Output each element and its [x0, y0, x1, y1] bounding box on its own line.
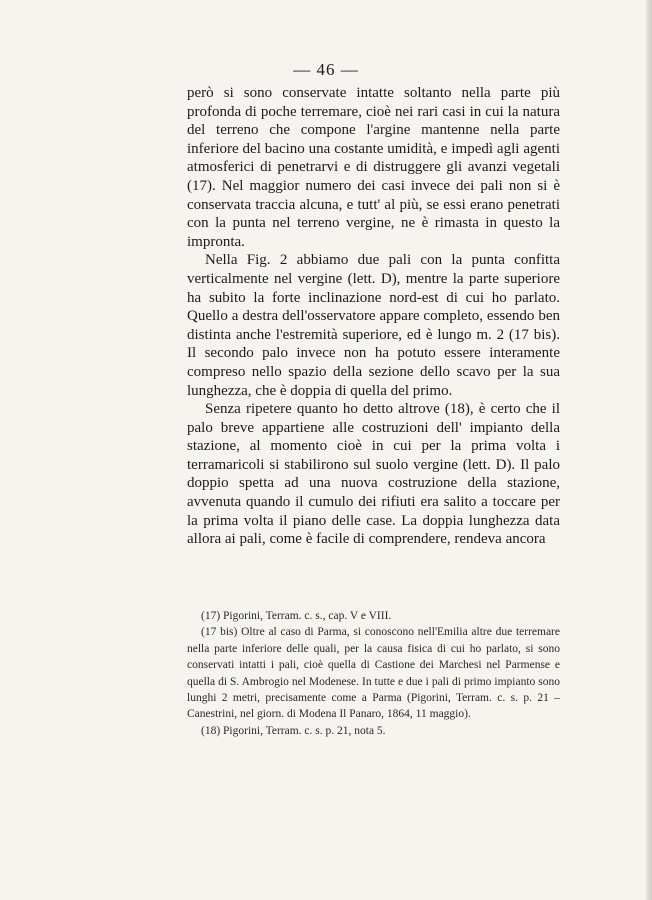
paragraph: però si sono conservate intatte soltanto nella parte più profonda di poche terremare, cioè nei rari casi in cui la natura del terreno che compone l'argine mantenne nella parte inferiore del bacino una costante umidità, e impedì agli agenti atmosferici di penetrarvi e di distruggere gli avanzi vegetali (17). Nel maggior numero dei casi invece dei pali non si è conservata traccia alcuna, e tutt' al più, se essi erano penetrati con la punta nel terreno vergine, ne è rimasta in questo la impronta.: [187, 85, 560, 250]
page-edge: [646, 0, 652, 900]
footnote: (17 bis) Oltre al caso di Parma, si conoscono nell'Emilia altre due terremare nella parte inferiore delle quali, per la causa fisica di cui ho parlato, si sono conservati intatti i pali, cioè quella di Castione dei Marchesi nel Parmense e quella di S. Ambrogio nel Modenese. In tutte e due i pali di primo impianto sono lunghi 2 metri, precisamente come a Parma (Pigorini, Terram. c. s. p. 21 – Canestrini, nel giorn. di Modena Il Panaro, 1864, 11 maggio).: [187, 626, 560, 721]
main-text: [187, 84, 560, 549]
paragraph: Senza ripetere quanto ho detto altrove (18), è certo che il palo breve appartiene alle costruzioni dell' impianto della stazione, al momento cioè in cui per la prima volta i terramaricoli si stabilirono sul suolo vergine (lett. D). Il palo doppio spetta ad una nuova costruzione della stazione, avvenuta quando il cumulo dei rifiuti era salito a toccare per la prima volta il piano delle case. La doppia lunghezza data allora ai pali, come è facile di comprendere, rendeva ancora: [187, 401, 560, 548]
footnote: (17) Pigorini, Terram. c. s., cap. V e VIII.: [201, 610, 392, 622]
paragraph: Nella Fig. 2 abbiamo due pali con la punta confitta verticalmente nel vergine (lett. D), mentre la parte superiore ha subito la forte inclinazione nord-est di cui ho parlato. Quello a destra dell'osservatore appare completo, essendo ben distinta anche l'estremità superiore, ed è lungo m. 2 (17 bis). Il secondo palo invece non ha potuto essere interamente compreso nello spazio della sezione dello scavo per la sua lunghezza, che è doppia di quella del primo.: [187, 252, 560, 399]
footnotes: [187, 608, 560, 739]
footnote: (18) Pigorini, Terram. c. s. p. 21, nota 5.: [201, 724, 386, 737]
page-number: — 46 —: [293, 60, 359, 79]
